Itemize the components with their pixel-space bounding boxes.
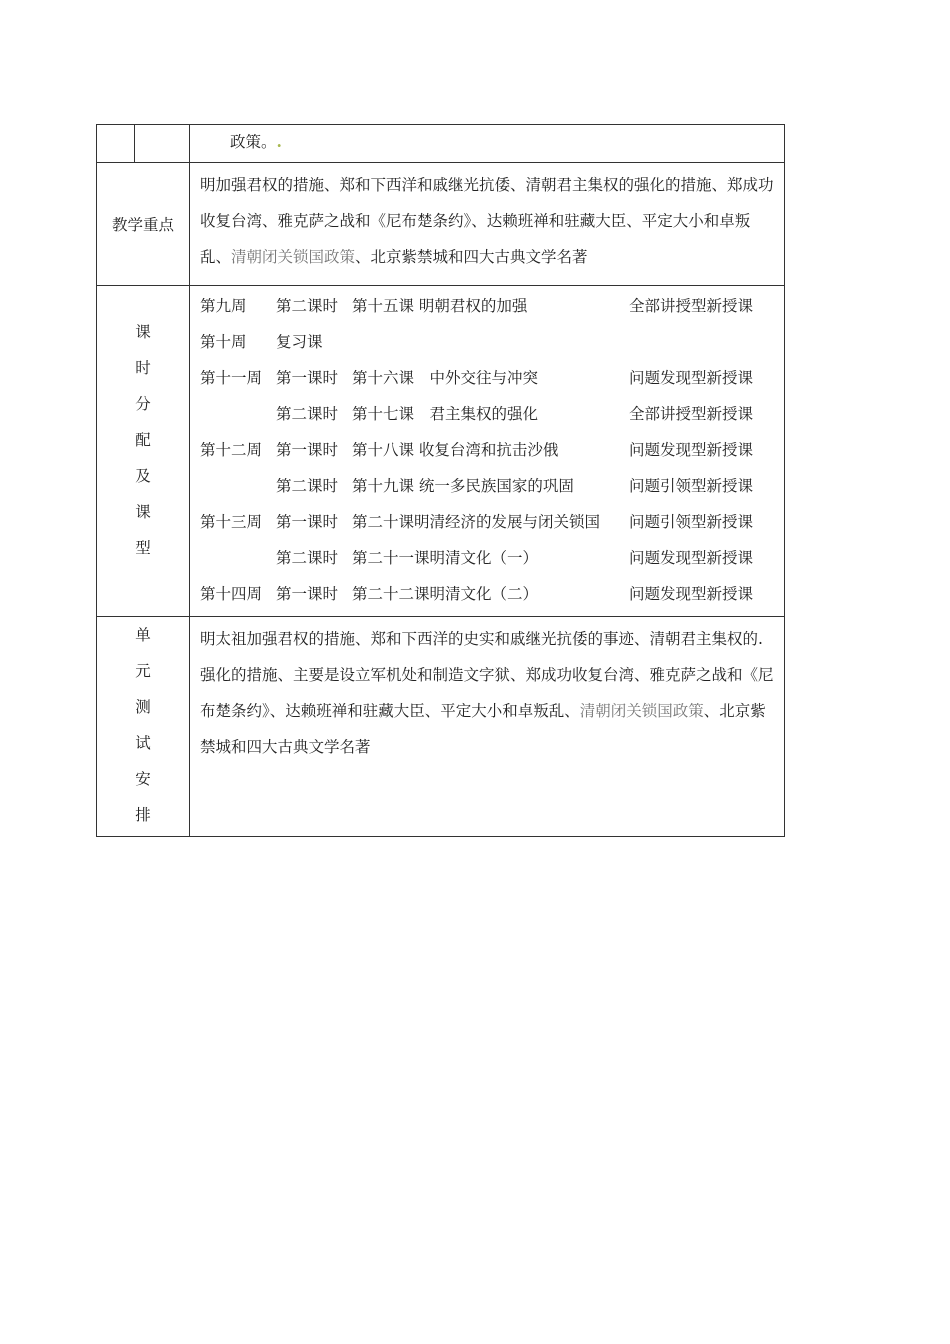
schedule-period: 第二课时 xyxy=(276,297,339,315)
schedule-label-char: 时 xyxy=(135,359,151,377)
schedule-lesson xyxy=(352,324,629,360)
unit-test-main-text: 明太祖加强君权的措施、郑和下西洋的史实和戚继光抗倭的事迹、清朝君主集权的.强化的措施、主要是设立军机处和制造文字狱、郑成功收复台湾、雅克萨之战和《尼布楚条约》、达赖班禅和驻藏大臣、平定大小和卓叛乱、 xyxy=(200,630,774,720)
schedule-week xyxy=(200,396,276,432)
schedule-week: 第十二周 xyxy=(200,441,263,459)
unit-test-label-char: 测 xyxy=(135,698,151,716)
schedule-period: 复习课 xyxy=(276,333,323,351)
key-points-main-text: 明加强君权的措施、郑和下西洋和戚继光抗倭、清朝君主集权的强化的措施、郑成功收复台湾、雅克萨之战和《尼布楚条约》、达赖班禅和驻藏大臣、平定大小和卓叛乱、 xyxy=(200,176,774,266)
unit-test-text xyxy=(190,617,784,771)
key-points-text xyxy=(190,163,784,281)
key-points-grey-text: 清朝闭关锁国政策 xyxy=(231,248,356,266)
schedule-period: 第二课时 xyxy=(276,477,339,495)
schedule-period: 第二课时 xyxy=(276,549,339,567)
continuation-row xyxy=(97,125,785,163)
unit-test-tail-text: 、北京紫禁城和四大古典文学名著 xyxy=(200,702,766,756)
schedule-row xyxy=(97,286,785,617)
unit-test-grey-text: 清朝闭关锁国政策 xyxy=(579,702,704,720)
schedule-lesson: 第十五课 明朝君权的加强 xyxy=(352,297,528,315)
unit-test-label-char: 试 xyxy=(135,734,151,752)
schedule-period: 第一课时 xyxy=(276,585,339,603)
schedule-entry xyxy=(200,540,780,576)
schedule-week xyxy=(200,468,276,504)
schedule-entry xyxy=(200,576,780,612)
schedule-period: 第一课时 xyxy=(276,441,339,459)
schedule-week: 第十三周 xyxy=(200,513,263,531)
schedule-lesson-type: 问题发现型新授课 xyxy=(629,369,754,387)
unit-test-label-char: 元 xyxy=(135,662,151,680)
schedule-lesson-type: 问题引领型新授课 xyxy=(629,477,754,495)
unit-test-content-cell xyxy=(190,617,785,837)
schedule-entry xyxy=(200,288,780,324)
schedule-lesson: 第十九课 统一多民族国家的巩固 xyxy=(352,477,574,495)
schedule-lesson: 第二十课明清经济的发展与闭关锁国 xyxy=(352,513,601,531)
unit-test-label-char: 单 xyxy=(135,626,151,644)
schedule-entry xyxy=(200,324,780,360)
schedule-label-char: 配 xyxy=(135,431,151,449)
unit-test-label xyxy=(97,617,189,833)
key-points-label-cell xyxy=(97,163,190,286)
unit-test-row xyxy=(97,617,785,837)
schedule-week: 第十四周 xyxy=(200,585,263,603)
schedule-entry xyxy=(200,504,780,540)
schedule-week: 第十周 xyxy=(200,333,247,351)
key-points-row xyxy=(97,163,785,286)
continuation-cell xyxy=(190,125,785,163)
schedule-period: 第二课时 xyxy=(276,405,339,423)
schedule-lesson-type: 全部讲授型新授课 xyxy=(629,405,754,423)
schedule-lesson: 第二十一课明清文化（一） xyxy=(352,549,539,567)
empty-cell xyxy=(135,125,190,163)
key-points-label: 教学重点 xyxy=(111,216,174,234)
schedule-week: 第十一周 xyxy=(200,369,263,387)
schedule-label-char: 课 xyxy=(135,503,151,521)
schedule-period: 第一课时 xyxy=(276,513,339,531)
empty-cell xyxy=(97,125,135,163)
schedule-lesson: 第十六课 中外交往与冲突 xyxy=(352,369,539,387)
schedule-list xyxy=(190,286,784,616)
schedule-entry xyxy=(200,396,780,432)
schedule-lesson-type: 全部讲授型新授课 xyxy=(629,297,754,315)
unit-test-label-char: 排 xyxy=(135,806,151,824)
key-points-content-cell xyxy=(190,163,785,286)
schedule-label-char: 型 xyxy=(135,539,151,557)
schedule-week xyxy=(200,540,276,576)
schedule-entry xyxy=(200,360,780,396)
schedule-lesson: 第二十二课明清文化（二） xyxy=(352,585,539,603)
schedule-label xyxy=(97,286,189,566)
unit-test-label-cell xyxy=(97,617,190,837)
schedule-entry xyxy=(200,432,780,468)
key-points-tail-text: 、北京紫禁城和四大古典文学名著 xyxy=(355,248,588,266)
unit-test-label-char: 安 xyxy=(135,770,151,788)
marker-dot: . xyxy=(276,132,282,151)
schedule-lesson: 第十八课 收复台湾和抗击沙俄 xyxy=(352,441,559,459)
schedule-label-char: 课 xyxy=(135,323,151,341)
schedule-content-cell xyxy=(190,286,785,617)
lesson-plan-table xyxy=(96,124,785,837)
schedule-lesson-type: 问题发现型新授课 xyxy=(629,585,754,603)
schedule-week: 第九周 xyxy=(200,297,247,315)
schedule-period: 第一课时 xyxy=(276,369,339,387)
schedule-entry xyxy=(200,468,780,504)
schedule-lesson-type: 问题发现型新授课 xyxy=(629,441,754,459)
continuation-text: 政策。 xyxy=(230,133,277,151)
schedule-label-cell xyxy=(97,286,190,617)
schedule-lesson-type: 问题发现型新授课 xyxy=(629,549,754,567)
schedule-lesson-type: 问题引领型新授课 xyxy=(629,513,754,531)
schedule-label-char: 分 xyxy=(135,395,151,413)
schedule-lesson-type xyxy=(629,324,780,360)
schedule-lesson: 第十七课 君主集权的强化 xyxy=(352,405,539,423)
schedule-label-char: 及 xyxy=(135,467,151,485)
